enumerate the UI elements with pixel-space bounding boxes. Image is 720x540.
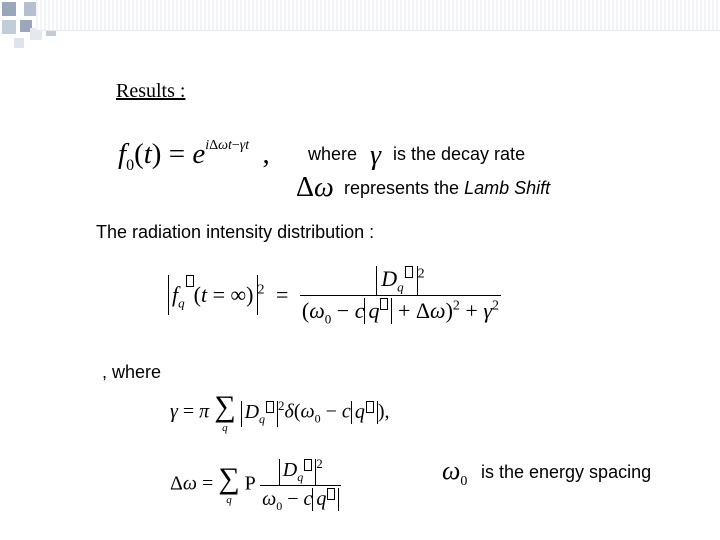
section-heading: Results : xyxy=(116,80,186,102)
header-rule xyxy=(36,30,720,31)
delta-omega-symbol: Δω xyxy=(296,172,334,203)
lamb-shift-line xyxy=(344,178,550,199)
lamb-prefix: represents the xyxy=(344,178,465,198)
equation-gamma: γ = π ∑ q $D_q^2\delta(\omega_0 - c$ q ), xyxy=(170,390,390,434)
where-label: where xyxy=(308,144,358,164)
spacing-description: is the energy spacing xyxy=(481,462,652,482)
equation-f0: $f_0(t) = e^{i\Delta\omega t-\gamma t}$ , xyxy=(118,138,270,174)
gamma-symbol: γ xyxy=(370,140,382,171)
header-stripe xyxy=(36,0,720,30)
deco-square xyxy=(2,2,16,16)
gamma-description: is the decay rate xyxy=(393,144,526,164)
deco-square xyxy=(14,38,24,48)
omega-zero-symbol: $\omega_0$ xyxy=(442,456,468,490)
lamb-term: Lamb Shift xyxy=(464,178,551,198)
equation-intensity: $f_q$ (t = ∞) $^2$ = $\frac{D_q^2}{(\omega_0 - c q + \Delta\omega)^2 + \gamma^2}$ xyxy=(168,266,501,328)
intensity-label: The radiation intensity distribution : xyxy=(96,222,375,242)
where-comma-label: , where xyxy=(102,362,162,382)
equation-delta-omega: Δω = ∑ q P $\frac{D_q^2}{\omega_0 - c q}$ xyxy=(170,456,341,514)
deco-square xyxy=(2,20,16,34)
